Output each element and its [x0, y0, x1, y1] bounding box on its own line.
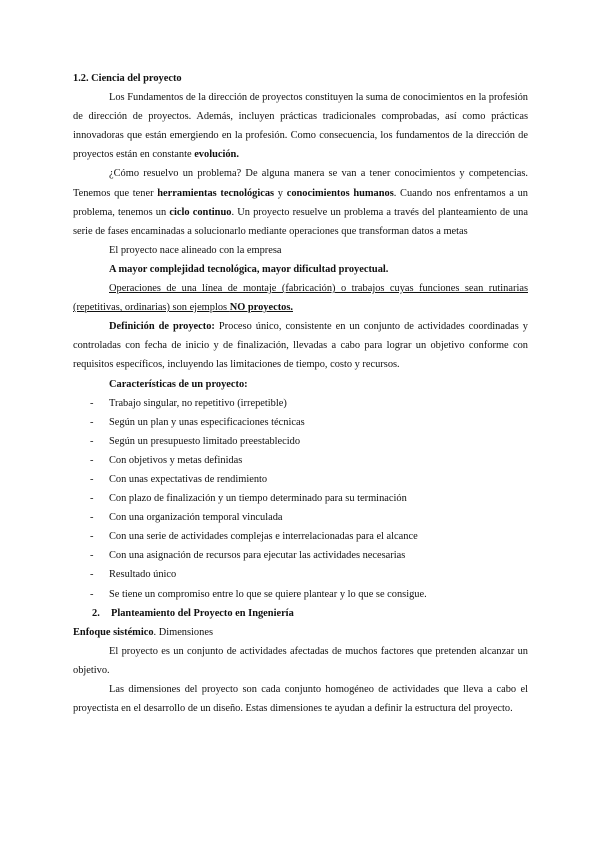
bullet-dash: - [90, 454, 94, 466]
bullet-dash: - [90, 473, 94, 485]
list-item: - Con unas expectativas de rendimiento [73, 470, 528, 489]
approach-line: Enfoque sistémico. Dimensiones [73, 626, 213, 638]
list-item: - Resultado único [73, 565, 528, 584]
paragraph-no-proyectos: Operaciones de una línea de montaje (fabricación) o trabajos cuyas funciones sean rutinarias (repetitivas, ordinarias) son ejemplos NO proyectos. [73, 283, 528, 314]
bullet-dash: - [90, 588, 94, 600]
paragraph-como-resuelvo: ¿Cómo resuelvo un problema? De alguna manera se van a tener conocimientos y competencias. Tenemos que tener herramientas tecnológicas y conocimientos humanos. Cuando nos enfrentamos a un problema, tenemos un ciclo continuo. Un proyecto resuelve un problema a través del planteamiento de una serie de fases encaminadas a solucionarlo mediante operaciones que transforman datos a metas [73, 168, 528, 237]
bullet-dash: - [90, 435, 94, 447]
section-heading-1-2: 1.2. Ciencia del proyecto [73, 73, 182, 84]
document-body [73, 69, 528, 718]
bullet-dash: - [90, 531, 94, 543]
characteristics-heading: Características de un proyecto: [109, 378, 248, 390]
list-item: - Con una serie de actividades complejas e interrelacionadas para el alcance [73, 527, 528, 546]
list-item: - Trabajo singular, no repetitivo (irrepetible) [73, 394, 528, 413]
bullet-dash: - [90, 512, 94, 524]
list-item: - Según un presupuesto limitado preestablecido [73, 432, 528, 451]
paragraph-conjunto-actividades: El proyecto es un conjunto de actividades afectadas de muchos factores que pretenden alcanzar un objetivo. [73, 645, 528, 676]
list-item: - Con una organización temporal vinculada [73, 508, 528, 527]
paragraph-nace-alineado: El proyecto nace alineado con la empresa [109, 244, 282, 256]
bullet-dash: - [90, 397, 94, 409]
bullet-dash: - [90, 550, 94, 562]
characteristics-list [73, 394, 528, 604]
paragraph-dimensiones: Las dimensiones del proyecto son cada conjunto homogéneo de actividades que lleva a cabo el proyectista en el desarrollo de un diseño. Estas dimensiones te ayudan a definir la estructura del proyecto. [73, 684, 528, 715]
list-item: - Con objetivos y metas definidas [73, 451, 528, 470]
paragraph-definicion: Definición de proyecto: Proceso único, consistente en un conjunto de actividades coordinadas y controladas con fecha de inicio y de finalización, llevadas a cabo para lograr un objetivo conforme con requisitos específicos, incluyendo las limitaciones de tiempo, costo y recursos. [73, 321, 529, 371]
section-heading-2: 2. Planteamiento del Proyecto en Ingeniería [92, 607, 294, 619]
bullet-dash: - [90, 416, 94, 428]
list-item: - Con plazo de finalización y un tiempo determinado para su terminación [73, 489, 528, 508]
bullet-dash: - [90, 569, 94, 581]
list-item: - Según un plan y unas especificaciones técnicas [73, 413, 528, 432]
bullet-dash: - [90, 493, 94, 505]
list-item: - Se tiene un compromiso entre lo que se quiere plantear y lo que se consigue. [73, 585, 528, 604]
paragraph-complejidad: A mayor complejidad tecnológica, mayor dificultad proyectual. [109, 263, 389, 275]
list-item: - Con una asignación de recursos para ejecutar las actividades necesarias [73, 546, 528, 565]
paragraph-fundamentos: Los Fundamentos de la dirección de proyectos constituyen la suma de conocimientos en la profesión de dirección de proyectos. Además, incluyen prácticas tradicionales comprobadas, así como prácticas innovadoras que están emergiendo en la profesión. Como consecuencia, los fundamentos de la dirección de proyectos están en constante evolución. [73, 92, 528, 161]
